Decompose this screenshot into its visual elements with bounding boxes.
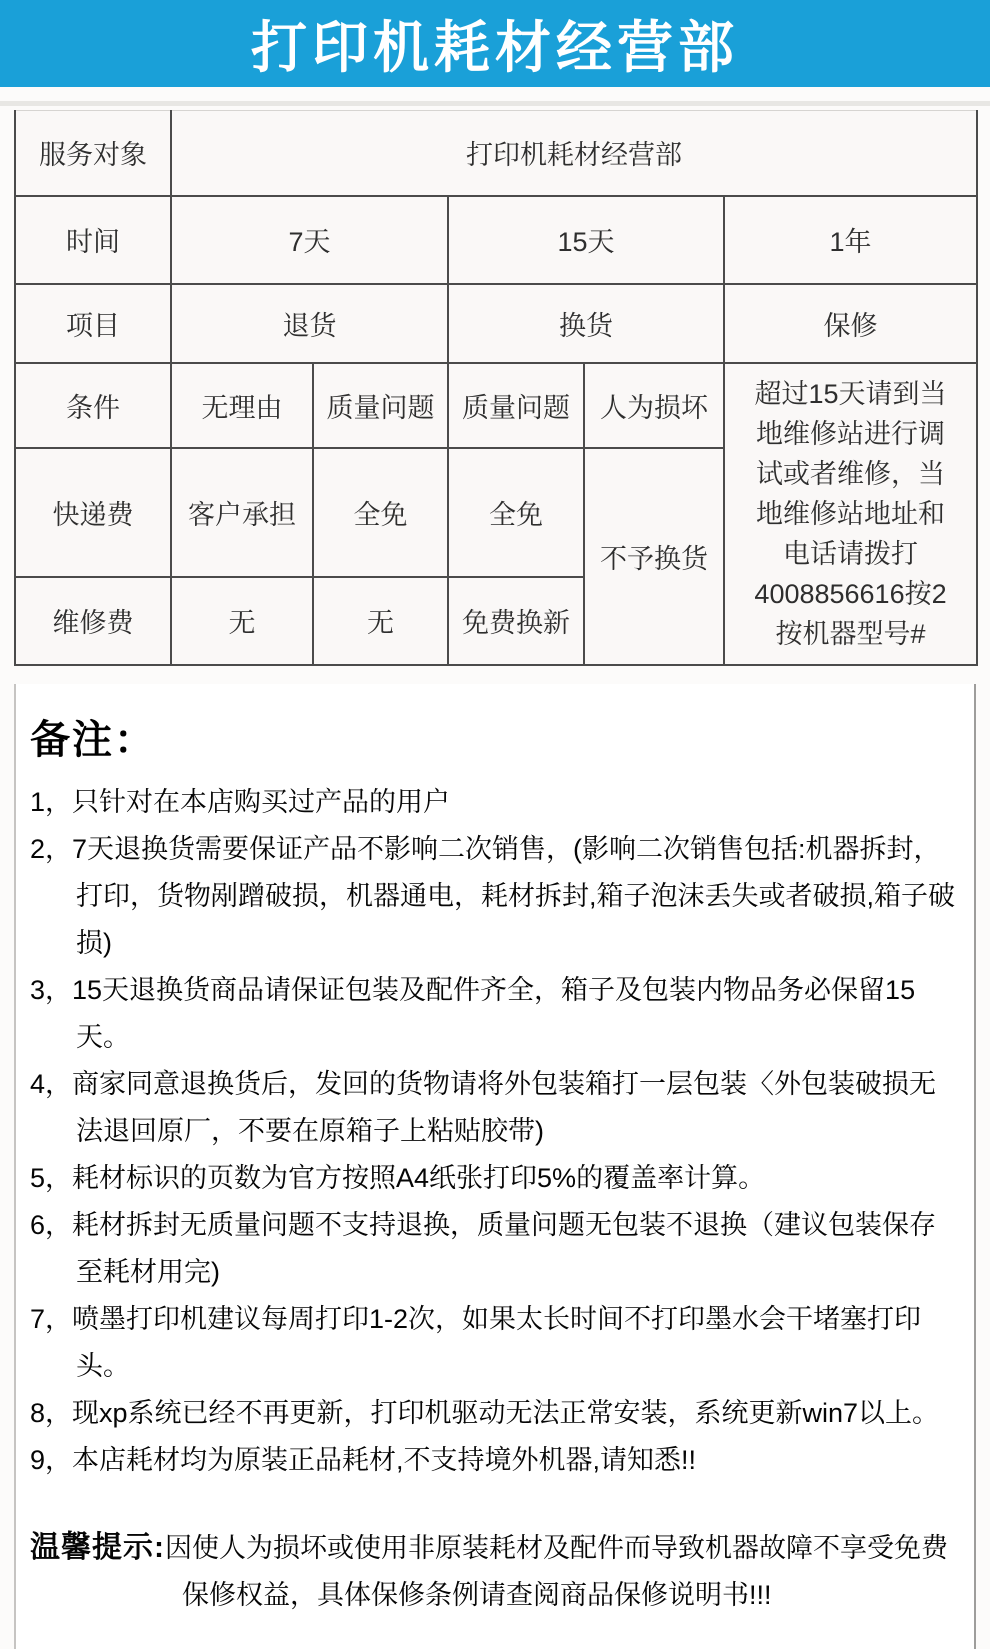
page-title: 打印机耗材经营部 — [251, 15, 739, 79]
cell-item-exchange: 换货 — [448, 284, 724, 363]
header-banner — [0, 0, 990, 87]
cell-service-target-value: 打印机耗材经营部 — [171, 111, 977, 196]
cell-shipping-1: 客户承担 — [171, 448, 313, 577]
cell-warranty-remark: 超过15天请到当地维修站进行调试或者维修，当地维修站地址和电话请拨打4008856616按2按机器型号# — [724, 363, 977, 665]
cell-time-exchange: 15天 — [448, 196, 724, 284]
service-policy-table — [14, 110, 978, 666]
cell-condition-4: 人为损坏 — [584, 363, 724, 448]
note-item-1: 1，只针对在本店购买过产品的用户 — [30, 786, 451, 817]
section-divider — [0, 101, 990, 106]
cell-item-warranty: 保修 — [724, 284, 977, 363]
cell-repair-1: 无 — [171, 577, 313, 665]
cell-condition-2: 质量问题 — [313, 363, 448, 448]
cell-shipping-label: 快递费 — [15, 448, 171, 577]
note-item-7: 7，喷墨打印机建议每周打印1-2次，如果太长时间不打印墨水会干堵塞打印头。 — [30, 1303, 922, 1381]
row-time — [15, 196, 977, 284]
row-item — [15, 284, 977, 363]
cell-item-return: 退货 — [171, 284, 448, 363]
cell-condition-3: 质量问题 — [448, 363, 584, 448]
cell-service-target-label: 服务对象 — [15, 111, 171, 196]
cell-repair-3: 免费换新 — [448, 577, 584, 665]
notes-panel — [14, 684, 976, 1649]
cell-condition-label: 条件 — [15, 363, 171, 448]
cell-repair-2: 无 — [313, 577, 448, 665]
cell-time-return: 7天 — [171, 196, 448, 284]
warm-tip-label: 温馨提示: — [30, 1530, 165, 1564]
cell-time-warranty: 1年 — [724, 196, 977, 284]
cell-item-label: 项目 — [15, 284, 171, 363]
row-service-target — [15, 111, 977, 196]
cell-time-label: 时间 — [15, 196, 171, 284]
note-item-3: 3，15天退换货商品请保证包装及配件齐全，箱子及包装内物品务必保留15天。 — [30, 974, 916, 1052]
note-item-4: 4，商家同意退换货后，发回的货物请将外包装箱打一层包装〈外包装破损无法退回原厂，不要在原箱子上粘贴胶带) — [30, 1068, 937, 1146]
notes-heading: 备注： — [30, 717, 156, 762]
note-item-2: 2，7天退换货需要保证产品不影响二次销售，(影响二次销售包括:机器拆封，打印，货物剐蹭破损，机器通电，耗材拆封,箱子泡沫丢失或者破损,箱子破损) — [30, 833, 956, 958]
note-item-9: 9，本店耗材均为原装正品耗材,不支持境外机器,请知悉!! — [30, 1444, 697, 1475]
note-item-5: 5，耗材标识的页数为官方按照A4纸张打印5%的覆盖率计算。 — [30, 1162, 766, 1193]
warm-tip-text: 因使人为损坏或使用非原装耗材及配件而导致机器故障不享受免费保修权益，具体保修条例请查阅商品保修说明书!!! — [165, 1532, 948, 1610]
cell-repair-label: 维修费 — [15, 577, 171, 665]
note-item-8: 8，现xp系统已经不再更新，打印机驱动无法正常安装，系统更新win7以上。 — [30, 1397, 940, 1428]
cell-no-exchange: 不予换货 — [584, 448, 724, 665]
warm-tip — [30, 1524, 960, 1619]
cell-shipping-3: 全免 — [448, 448, 584, 577]
row-condition — [15, 363, 977, 448]
cell-condition-1: 无理由 — [171, 363, 313, 448]
note-item-6: 6，耗材拆封无质量问题不支持退换，质量问题无包装不退换（建议包装保存至耗材用完) — [30, 1209, 937, 1287]
cell-shipping-2: 全免 — [313, 448, 448, 577]
